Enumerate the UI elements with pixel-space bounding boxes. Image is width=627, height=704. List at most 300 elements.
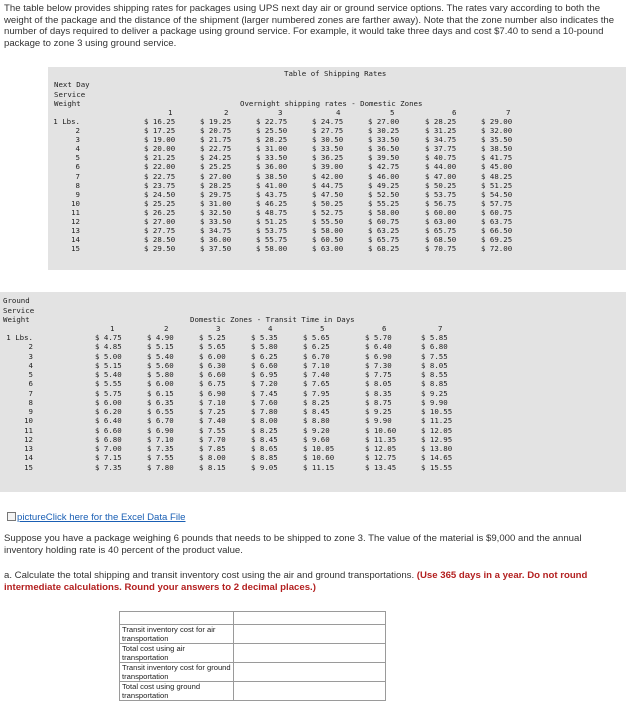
rate-cell: $ 6.90 [199, 388, 226, 398]
weight-cell: 10 [24, 416, 33, 426]
zone-header-6: 6 [452, 108, 457, 117]
weight-cell: 14 [24, 453, 33, 463]
rate-cell: $ 65.75 [368, 235, 400, 245]
zone-6-column [425, 117, 456, 253]
rate-cell: $ 39.50 [368, 153, 400, 163]
zone-header-2: 2 [164, 324, 169, 333]
answer-label-ground-total: Total cost using ground transportation [120, 681, 234, 700]
rate-cell: $ 6.75 [199, 379, 226, 389]
zone-1-column [95, 333, 122, 472]
zone-4-column [312, 117, 343, 253]
rate-cell: $ 7.35 [147, 444, 174, 453]
air-transit-cost-input[interactable] [234, 628, 385, 639]
rate-cell: $ 5.15 [95, 360, 122, 370]
rate-cell: $ 5.00 [95, 351, 122, 361]
rate-cell: $ 42.00 [312, 171, 344, 181]
rate-cell: $ 6.00 [147, 379, 174, 389]
rate-cell: $ 25.50 [256, 126, 288, 136]
rate-cell: $ 5.80 [251, 342, 278, 352]
rate-cell: $ 8.45 [251, 434, 278, 444]
rate-cell: $ 38.50 [481, 144, 513, 154]
rate-cell: $ 29.75 [200, 189, 232, 199]
rate-cell: $ 9.60 [303, 434, 330, 444]
weight-cell: 8 [28, 397, 33, 407]
rate-cell: $ 7.30 [365, 360, 392, 370]
rate-cell: $ 68.50 [425, 235, 457, 245]
rate-cell: $ 31.25 [425, 126, 457, 136]
rate-cell: $ 7.00 [95, 444, 122, 453]
rate-cell: $ 63.25 [368, 226, 400, 236]
rate-cell: $ 29.50 [144, 244, 176, 254]
weight-cell: 7 [28, 388, 33, 398]
zone-4-column [251, 333, 278, 472]
rate-cell: $ 65.75 [425, 226, 457, 236]
rate-cell: $ 5.35 [251, 333, 278, 342]
rate-cell: $ 7.15 [95, 453, 122, 463]
answer-header-blank [120, 612, 234, 625]
ground-rates-table [0, 292, 626, 492]
rate-cell: $ 17.25 [144, 126, 176, 136]
rate-cell: $ 63.00 [425, 217, 457, 227]
weight-cell: 5 [75, 153, 80, 163]
rate-cell: $ 9.90 [365, 416, 392, 426]
answer-row [120, 643, 386, 662]
answer-row [120, 624, 386, 643]
rate-cell: $ 8.05 [421, 360, 448, 370]
rate-cell: $ 22.75 [144, 171, 176, 181]
rate-cell: $ 47.00 [425, 171, 457, 181]
rate-cell: $ 58.00 [256, 244, 288, 254]
rate-cell: $ 6.80 [95, 434, 122, 444]
rate-cell: $ 5.80 [147, 370, 174, 379]
rate-cell: $ 60.50 [312, 235, 344, 245]
column-group-title: Domestic Zones - Transit Time in Days [190, 315, 355, 324]
rate-cell: $ 69.25 [481, 235, 513, 245]
rate-cell: $ 72.00 [481, 244, 513, 254]
answer-header-blank [234, 612, 386, 625]
zone-header-5: 5 [390, 108, 395, 117]
rate-cell: $ 9.25 [365, 407, 392, 416]
rate-cell: $ 22.75 [256, 117, 288, 126]
weight-cell: 4 [28, 360, 33, 370]
zone-3-column [256, 117, 287, 253]
rate-cell: $ 7.80 [251, 407, 278, 416]
rate-cell: $ 12.75 [365, 453, 397, 463]
rate-cell: $ 4.90 [147, 333, 174, 342]
rate-cell: $ 63.75 [481, 217, 513, 227]
rate-cell: $ 6.00 [199, 351, 226, 361]
rate-cell: $ 52.75 [312, 207, 344, 217]
zone-header-6: 6 [382, 324, 387, 333]
rate-cell: $ 10.05 [303, 444, 335, 453]
rate-cell: $ 6.60 [251, 360, 278, 370]
rate-cell: $ 6.20 [95, 407, 122, 416]
rate-cell: $ 6.55 [147, 407, 174, 416]
rate-cell: $ 7.55 [421, 351, 448, 361]
rate-cell: $ 28.25 [256, 135, 288, 145]
rate-cell: $ 55.50 [312, 217, 344, 227]
rate-cell: $ 9.05 [251, 462, 278, 472]
zone-header-4: 4 [336, 108, 341, 117]
rate-cell: $ 9.90 [421, 397, 448, 407]
rate-cell: $ 21.25 [144, 153, 176, 163]
rate-cell: $ 13.45 [365, 462, 397, 472]
weight-cell: 9 [75, 189, 80, 199]
weight-cell: 3 [28, 351, 33, 361]
rate-cell: $ 52.50 [368, 189, 400, 199]
rate-cell: $ 31.00 [256, 144, 288, 154]
weight-cell: 8 [75, 180, 80, 190]
rate-cell: $ 27.00 [144, 217, 176, 227]
rate-cell: $ 7.25 [199, 407, 226, 416]
zone-6-column [365, 333, 396, 472]
rate-cell: $ 6.70 [147, 416, 174, 426]
question-text [4, 570, 622, 593]
rate-cell: $ 16.25 [144, 117, 176, 126]
answer-row [120, 681, 386, 700]
rate-cell: $ 4.75 [95, 333, 122, 342]
rate-cell: $ 7.65 [303, 379, 330, 389]
rate-cell: $ 53.75 [256, 226, 288, 236]
rate-cell: $ 68.25 [368, 244, 400, 254]
rate-cell: $ 46.25 [256, 198, 288, 208]
zone-2-column [147, 333, 174, 472]
rate-cell: $ 5.70 [365, 333, 392, 342]
rate-cell: $ 19.00 [144, 135, 176, 145]
rate-cell: $ 34.75 [425, 135, 457, 145]
rate-cell: $ 36.25 [312, 153, 344, 163]
rate-cell: $ 7.10 [303, 360, 330, 370]
rate-cell: $ 8.00 [199, 453, 226, 463]
weight-column [0, 333, 33, 472]
zone-header-3: 3 [278, 108, 283, 117]
rate-cell: $ 48.75 [256, 207, 288, 217]
rate-cell: $ 35.50 [481, 135, 513, 145]
rate-cell: $ 39.00 [312, 162, 344, 172]
rate-cell: $ 70.75 [425, 244, 457, 254]
rate-cell: $ 7.35 [95, 462, 122, 472]
rate-cell: $ 10.60 [303, 453, 335, 463]
zone-7-column [421, 333, 452, 472]
zone-header-1: 1 [168, 108, 173, 117]
rate-cell: $ 23.75 [144, 180, 176, 190]
rate-cell: $ 8.85 [251, 453, 278, 463]
rate-cell: $ 6.40 [95, 416, 122, 426]
rate-cell: $ 28.50 [144, 235, 176, 245]
weight-cell: 14 [71, 235, 80, 245]
rate-cell: $ 15.55 [421, 462, 453, 472]
rate-cell: $ 63.00 [312, 244, 344, 254]
rate-cell: $ 33.50 [200, 217, 232, 227]
rate-cell: $ 24.25 [200, 153, 232, 163]
zone-header-2: 2 [224, 108, 229, 117]
answer-table [119, 611, 386, 701]
rate-cell: $ 4.85 [95, 342, 122, 352]
rate-cell: $ 7.85 [199, 444, 226, 453]
rate-cell: $ 45.00 [481, 162, 513, 172]
rate-cell: $ 33.50 [256, 153, 288, 163]
rate-cell: $ 44.75 [312, 180, 344, 190]
question-prefix: a. Calculate the total shipping and transit inventory cost using the air and ground transportations. [4, 570, 415, 581]
rate-cell: $ 60.00 [425, 207, 457, 217]
weight-cell: 4 [75, 144, 80, 154]
answer-label-air-transit: Transit inventory cost for air transportation [120, 624, 234, 643]
rate-cell: $ 36.00 [256, 162, 288, 172]
rate-cell: $ 20.75 [200, 126, 232, 136]
weight-cell: 1 Lbs. [53, 117, 80, 126]
rate-cell: $ 30.25 [368, 126, 400, 136]
rate-cell: $ 57.75 [481, 198, 513, 208]
weight-cell: 3 [75, 135, 80, 145]
zone-header-4: 4 [268, 324, 273, 333]
weight-cell: 1 Lbs. [6, 333, 33, 342]
rate-cell: $ 8.75 [365, 397, 392, 407]
rate-cell: $ 5.65 [199, 342, 226, 352]
rate-cell: $ 25.25 [200, 162, 232, 172]
rate-cell: $ 22.00 [144, 162, 176, 172]
rate-cell: $ 5.40 [95, 370, 122, 379]
rate-cell: $ 7.75 [365, 370, 392, 379]
weight-cell: 15 [24, 462, 33, 472]
weight-cell: 13 [71, 226, 80, 236]
rate-cell: $ 20.00 [144, 144, 176, 154]
rate-cell: $ 6.30 [199, 360, 226, 370]
rate-cell: $ 13.80 [421, 444, 453, 453]
rate-cell: $ 32.50 [200, 207, 232, 217]
weight-cell: 2 [28, 342, 33, 352]
rate-cell: $ 11.15 [303, 462, 335, 472]
row-header: Next Day Service Weight [54, 80, 90, 108]
rate-cell: $ 7.55 [199, 425, 226, 435]
weight-cell: 11 [71, 207, 80, 217]
answer-header-row [120, 612, 386, 625]
rate-cell: $ 10.60 [365, 425, 397, 435]
rate-cell: $ 7.20 [251, 379, 278, 389]
rate-cell: $ 51.25 [256, 217, 288, 227]
weight-cell: 5 [28, 370, 33, 379]
rate-cell: $ 51.25 [481, 180, 513, 190]
rate-cell: $ 21.75 [200, 135, 232, 145]
overnight-rates-table [48, 67, 626, 270]
zone-header-5: 5 [320, 324, 325, 333]
rate-cell: $ 29.00 [481, 117, 513, 126]
zone-header-7: 7 [438, 324, 443, 333]
rate-cell: $ 5.65 [303, 333, 330, 342]
rate-cell: $ 25.25 [144, 198, 176, 208]
rate-cell: $ 44.00 [425, 162, 457, 172]
rate-cell: $ 31.00 [200, 198, 232, 208]
rate-cell: $ 7.70 [199, 434, 226, 444]
rate-cell: $ 38.50 [256, 171, 288, 181]
answer-label-ground-transit: Transit inventory cost for ground transportation [120, 662, 234, 681]
rate-cell: $ 26.25 [144, 207, 176, 217]
rate-cell: $ 27.00 [200, 171, 232, 181]
zone-2-column [200, 117, 231, 253]
intro-paragraph: The table below provides shipping rates for packages using UPS next day air or ground service options. The rates vary according to both the weight of the package and the distance of the shipment (larger numbered zones are farther away). Note that the zone number also indicates the number of days required to deliver a package using ground service. For example, it would take three days and cost $7.40 to send a 10-pound package to zone 3 using ground service. [4, 3, 615, 49]
rate-cell: $ 60.75 [481, 207, 513, 217]
rate-cell: $ 7.40 [199, 416, 226, 426]
rate-cell: $ 6.00 [95, 397, 122, 407]
rate-cell: $ 37.50 [200, 244, 232, 254]
rate-cell: $ 33.50 [312, 144, 344, 154]
rate-cell: $ 5.75 [95, 388, 122, 398]
rate-cell: $ 53.75 [425, 189, 457, 199]
zone-header-7: 7 [506, 108, 511, 117]
weight-cell: 2 [75, 126, 80, 136]
rate-cell: $ 5.55 [95, 379, 122, 389]
rate-cell: $ 48.25 [481, 171, 513, 181]
rate-cell: $ 8.15 [199, 462, 226, 472]
rate-cell: $ 24.50 [144, 189, 176, 199]
scenario-text: Suppose you have a package weighing 6 pounds that needs to be shipped to zone 3. The value of the material is $9,000 and the annual inventory holding rate is 40 percent of the product value. [4, 533, 582, 556]
rate-cell: $ 6.60 [199, 370, 226, 379]
rate-cell: $ 32.00 [481, 126, 513, 136]
rate-cell: $ 42.75 [368, 162, 400, 172]
rate-cell: $ 34.75 [200, 226, 232, 236]
rate-cell: $ 6.35 [147, 397, 174, 407]
rate-cell: $ 5.40 [147, 351, 174, 361]
rate-cell: $ 49.25 [368, 180, 400, 190]
rate-cell: $ 7.60 [251, 397, 278, 407]
zone-3-column [199, 333, 226, 472]
weight-cell: 10 [71, 198, 80, 208]
weight-cell: 9 [28, 407, 33, 416]
rate-cell: $ 8.45 [303, 407, 330, 416]
rate-cell: $ 5.60 [147, 360, 174, 370]
rate-cell: $ 7.40 [303, 370, 330, 379]
rate-cell: $ 7.95 [303, 388, 330, 398]
zone-7-column [481, 117, 512, 253]
zone-5-column [303, 333, 334, 472]
weight-column [48, 117, 80, 253]
rate-cell: $ 6.40 [365, 342, 392, 352]
rate-cell: $ 11.25 [421, 416, 453, 426]
rate-cell: $ 8.35 [365, 388, 392, 398]
rate-cell: $ 8.55 [421, 370, 448, 379]
rate-cell: $ 58.00 [312, 226, 344, 236]
rate-cell: $ 50.25 [425, 180, 457, 190]
answer-row [120, 662, 386, 681]
rate-cell: $ 7.10 [147, 434, 174, 444]
rate-cell: $ 12.95 [421, 434, 453, 444]
rate-cell: $ 46.00 [368, 171, 400, 181]
rate-cell: $ 27.75 [312, 126, 344, 136]
rate-cell: $ 40.75 [425, 153, 457, 163]
rate-cell: $ 27.75 [144, 226, 176, 236]
rate-cell: $ 6.70 [303, 351, 330, 361]
rate-cell: $ 24.75 [312, 117, 344, 126]
rate-cell: $ 41.00 [256, 180, 288, 190]
rate-cell: $ 36.00 [200, 235, 232, 245]
excel-data-link[interactable]: pictureClick here for the Excel Data File [7, 512, 186, 523]
rate-cell: $ 58.00 [368, 207, 400, 217]
rate-cell: $ 19.25 [200, 117, 232, 126]
ground-total-cost-input[interactable] [234, 685, 385, 696]
rate-cell: $ 6.90 [365, 351, 392, 361]
rate-cell: $ 50.25 [312, 198, 344, 208]
rate-cell: $ 8.00 [251, 416, 278, 426]
weight-cell: 6 [28, 379, 33, 389]
rate-cell: $ 8.25 [251, 425, 278, 435]
rate-cell: $ 6.60 [95, 425, 122, 435]
rate-cell: $ 9.20 [303, 425, 330, 435]
rate-cell: $ 6.80 [421, 342, 448, 352]
rate-cell: $ 7.80 [147, 462, 174, 472]
rate-cell: $ 36.50 [368, 144, 400, 154]
column-group-title: Overnight shipping rates - Domestic Zones [240, 99, 423, 108]
rate-cell: $ 33.50 [368, 135, 400, 145]
rate-cell: $ 6.15 [147, 388, 174, 398]
rate-cell: $ 9.25 [421, 388, 448, 398]
rate-cell: $ 54.50 [481, 189, 513, 199]
rate-cell: $ 12.05 [365, 444, 397, 453]
rate-cell: $ 5.25 [199, 333, 226, 342]
row-header: Ground Service Weight [3, 296, 35, 324]
rate-cell: $ 66.50 [481, 226, 513, 236]
rate-cell: $ 5.15 [147, 342, 174, 352]
rate-cell: $ 7.10 [199, 397, 226, 407]
zone-5-column [368, 117, 399, 253]
rate-cell: $ 6.95 [251, 370, 278, 379]
question-instructions: (Use 365 days in a year. Do not round intermediate calculations. Round your answers to 2 decimal places.) [4, 570, 588, 593]
rate-cell: $ 6.25 [251, 351, 278, 361]
table-title: Table of Shipping Rates [284, 69, 387, 78]
ground-transit-cost-input[interactable] [234, 666, 385, 677]
weight-cell: 13 [24, 444, 33, 453]
weight-cell: 7 [75, 171, 80, 181]
rate-cell: $ 43.75 [256, 189, 288, 199]
weight-cell: 15 [71, 244, 80, 254]
rate-cell: $ 5.85 [421, 333, 448, 342]
rate-cell: $ 8.25 [303, 397, 330, 407]
rate-cell: $ 60.75 [368, 217, 400, 227]
rate-cell: $ 7.45 [251, 388, 278, 398]
rate-cell: $ 8.05 [365, 379, 392, 389]
rate-cell: $ 30.50 [312, 135, 344, 145]
rate-cell: $ 7.55 [147, 453, 174, 463]
weight-cell: 6 [75, 162, 80, 172]
rate-cell: $ 10.55 [421, 407, 453, 416]
rate-cell: $ 6.25 [303, 342, 330, 352]
rate-cell: $ 22.75 [200, 144, 232, 154]
zone-header-1: 1 [110, 324, 115, 333]
weight-cell: 12 [71, 217, 80, 227]
rate-cell: $ 47.50 [312, 189, 344, 199]
rate-cell: $ 8.80 [303, 416, 330, 426]
rate-cell: $ 41.75 [481, 153, 513, 163]
rate-cell: $ 28.25 [425, 117, 457, 126]
weight-cell: 11 [24, 425, 33, 435]
rate-cell: $ 55.75 [256, 235, 288, 245]
rate-cell: $ 56.75 [425, 198, 457, 208]
rate-cell: $ 6.90 [147, 425, 174, 435]
broken-image-icon [7, 512, 16, 521]
rate-cell: $ 28.25 [200, 180, 232, 190]
rate-cell: $ 55.25 [368, 198, 400, 208]
rate-cell: $ 27.00 [368, 117, 400, 126]
air-total-cost-input[interactable] [234, 647, 385, 658]
answer-label-air-total: Total cost using air transportation [120, 643, 234, 662]
rate-cell: $ 8.65 [251, 444, 278, 453]
zone-1-column [144, 117, 175, 253]
rate-cell: $ 12.05 [421, 425, 453, 435]
rate-cell: $ 37.75 [425, 144, 457, 154]
weight-cell: 12 [24, 434, 33, 444]
rate-cell: $ 8.85 [421, 379, 448, 389]
zone-header-3: 3 [216, 324, 221, 333]
rate-cell: $ 11.35 [365, 434, 397, 444]
rate-cell: $ 14.65 [421, 453, 453, 463]
